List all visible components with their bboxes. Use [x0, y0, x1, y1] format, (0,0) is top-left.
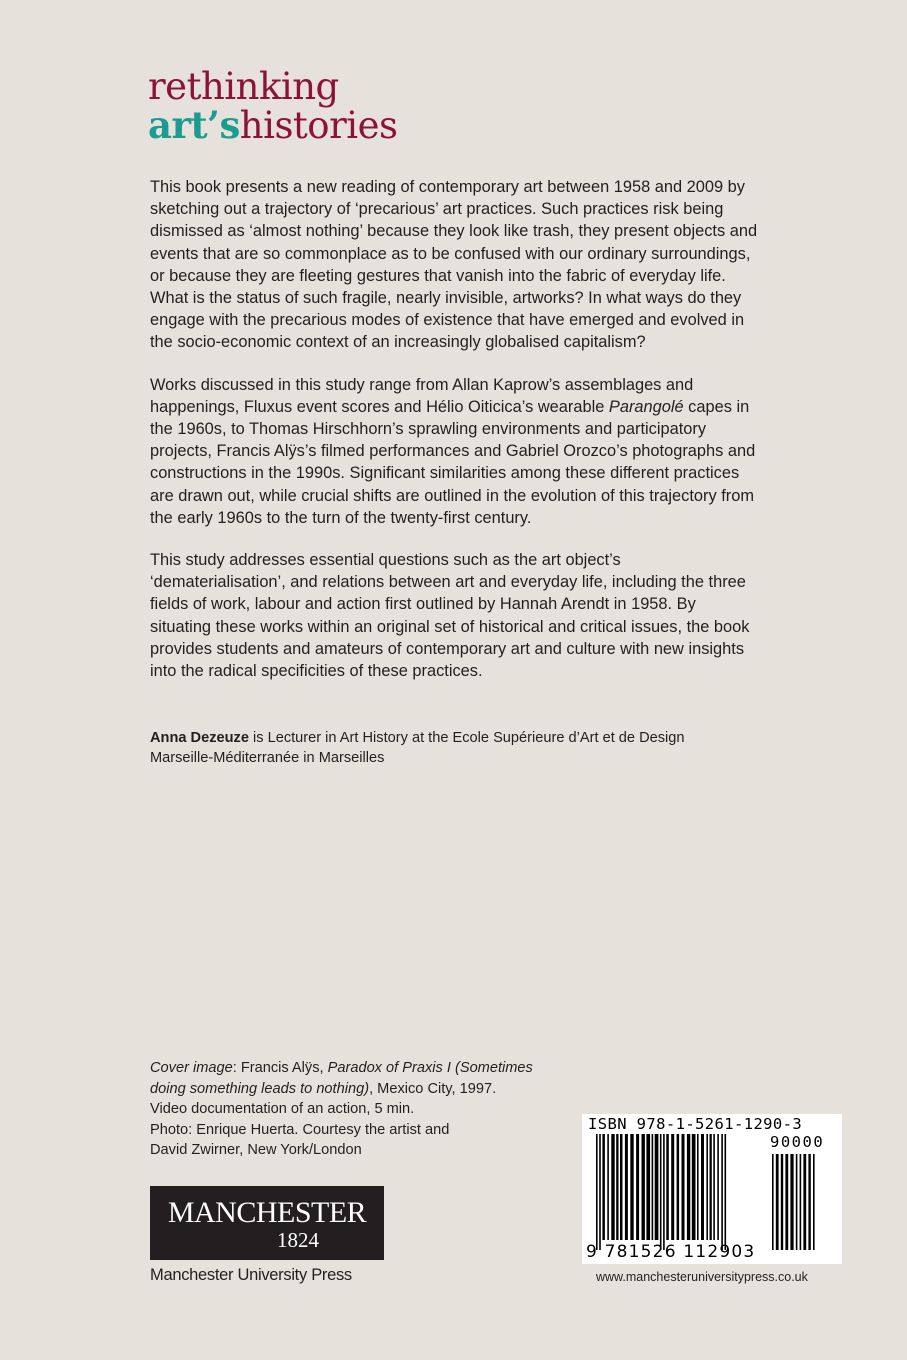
publisher-label: Manchester University Press	[150, 1266, 352, 1284]
barcode-bar	[616, 1134, 618, 1240]
series-title-line1: rethinking	[148, 65, 339, 108]
barcode-bar	[790, 1154, 793, 1250]
publisher-year: 1824	[277, 1228, 319, 1252]
barcode-digits: 9 781526 112903	[586, 1242, 756, 1262]
barcode-bar	[663, 1134, 665, 1250]
barcode-bar	[785, 1154, 788, 1250]
price-code: 90000	[770, 1133, 825, 1151]
barcode-bar	[808, 1154, 810, 1250]
barcode-bar	[646, 1134, 650, 1240]
series-title-arts: art’s	[148, 103, 240, 147]
barcode-bar	[803, 1154, 806, 1250]
barcode-bar	[620, 1134, 623, 1240]
barcode-bar	[692, 1134, 696, 1240]
barcode-bar	[625, 1134, 628, 1240]
barcode-bar	[772, 1154, 774, 1250]
barcode-bar	[655, 1134, 659, 1240]
blurb-paragraph-1: This book presents a new reading of contemporary art between 1958 and 2009 by sketching out a trajectory of ‘precarious’ art practices. Such practices risk being dismissed as ‘almost nothing’ because they look like trash, they present objects and events that are so commonplace as to be confused with our ordinary surroundings, or because they are fleeting gestures that vanish into the fabric of everyday life. What is the status of such fragile, nearly invisible, artworks? In what ways do they engage with the precarious modes of existence that have emerged and evolved in the socio-economic context of an increasingly globalised capitalism?	[150, 178, 758, 352]
barcode-bar	[642, 1134, 645, 1240]
barcode-bar	[710, 1134, 712, 1240]
barcode-bar	[666, 1134, 669, 1240]
barcode-bar	[725, 1134, 727, 1250]
barcode-bar	[607, 1134, 609, 1240]
barcode-bar	[677, 1134, 680, 1240]
blurb-paragraph-3: This study addresses essential questions such as the art object’s ‘dematerialisation’, and relations between art and everyday life, including the three fields of work, labour and action first outlined by Hannah Arendt in 1958. By situating these works within an original set of historical and critical issues, the book provides students and amateurs of contemporary art and culture with new insights into the radical specificities of these practices.	[150, 551, 750, 681]
isbn-number: ISBN 978-1-5261-1290-3	[588, 1115, 803, 1133]
publisher-website: www.manchesteruniversitypress.co.uk	[596, 1270, 808, 1284]
credit-label: Cover image	[150, 1060, 233, 1076]
author-bio	[150, 728, 760, 768]
barcode-bar	[682, 1134, 685, 1240]
isbn-barcode	[582, 1114, 842, 1264]
barcode-bar	[652, 1134, 654, 1240]
cover-image-credit: Cover image: Francis Alÿs, Paradox of Praxis I (Sometimes doing something leads to nothing), Mexico City, 1997. Video documentation of an action, 5 min. Photo: Enrique Huerta. Courtesy the artist and David Zwirner, New York/London	[150, 1060, 533, 1158]
barcode-bar	[671, 1134, 674, 1240]
barcode-bar	[713, 1134, 715, 1240]
barcode-bar	[706, 1134, 708, 1240]
barcode-bar	[781, 1154, 783, 1250]
barcode-bar	[599, 1134, 601, 1250]
barcode-bar	[687, 1134, 690, 1240]
author-bio-line2: Marseille-Méditerranée in Marseilles	[150, 750, 385, 766]
barcode-bar	[636, 1134, 639, 1240]
barcode-bar	[630, 1134, 633, 1240]
author-name: Anna Dezeuze	[150, 730, 249, 746]
barcode-bar	[800, 1154, 802, 1250]
series-logo	[148, 65, 398, 147]
series-title-histories: histories	[239, 104, 398, 147]
barcode-bar	[721, 1134, 723, 1250]
book-blurb	[150, 176, 760, 702]
parangole-title: Parangolé	[608, 397, 684, 416]
barcode-bar	[611, 1134, 614, 1240]
barcode-bar	[602, 1134, 605, 1240]
barcode-bar	[796, 1154, 798, 1250]
barcode-bar	[701, 1134, 704, 1240]
series-title-line2	[148, 103, 398, 147]
author-bio-line1: is Lecturer in Art History at the Ecole Supérieure d’Art et de Design	[248, 730, 685, 746]
barcode-bar	[813, 1154, 815, 1250]
barcode-bar	[776, 1154, 779, 1250]
publisher-logo-box	[150, 1186, 384, 1260]
barcode-bar	[596, 1134, 598, 1250]
barcode-bar	[660, 1134, 662, 1250]
barcode-bar	[697, 1134, 699, 1240]
blurb-paragraph-2: Works discussed in this study range from Allan Kaprow’s assemblages and happenings, Fluxus event scores and Hélio Oiticica’s wearable Parangolé capes in the 1960s, to Thomas Hirschhorn’s sprawling environments and participatory projects, Francis Alÿs’s filmed performances and Gabriel Orozco’s photographs and constructions in the 1990s. Significant similarities among these different practices are drawn out, while crucial shifts are outlined in the evolution of this trajectory from the early 1960s to the turn of the twenty-first century.	[150, 375, 756, 527]
publisher-logo	[150, 1186, 384, 1285]
barcode-bar	[717, 1134, 719, 1240]
publisher-name: MANCHESTER	[167, 1196, 367, 1229]
